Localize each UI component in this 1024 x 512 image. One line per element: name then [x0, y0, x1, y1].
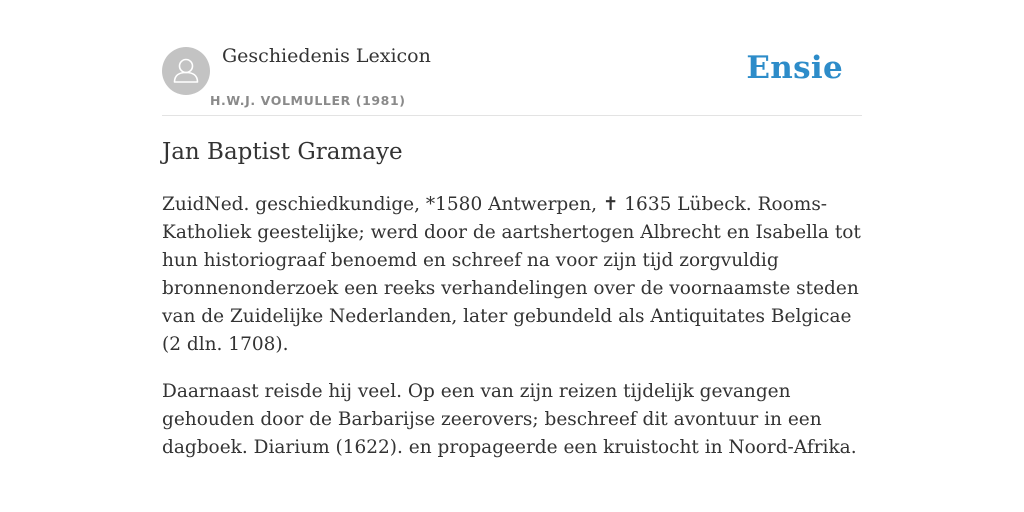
ensie-logo[interactable]: Ensie [746, 50, 843, 86]
source-title-link[interactable]: Geschiedenis Lexicon [222, 45, 431, 67]
page-title: Jan Baptist Gramaye [162, 139, 403, 165]
page-container [162, 0, 862, 458]
source-header [162, 0, 862, 116]
article-paragraph: ZuidNed. geschiedkundige, *1580 Antwerpen, ✝ 1635 Lübeck. Rooms-Katholiek geestelijke; werd door de aartshertogen Albrecht en Isabella tot hun historiograaf benoemd en schreef na voor zijn tijd zorgvuldig bronnenonderzoek een reeks verhandelingen over de voornaamste steden van de Zuidelijke Nederlanden, later gebundeld als Antiquitates Belgicae (2 dln. 1708). [162, 194, 861, 355]
article-paragraph: Daarnaast reisde hij veel. Op een van zijn reizen tijdelijk gevangen gehouden door de Barbarijse zeerovers; beschreef dit avontuur in een dagboek. Diarium (1622). en propageerde een kruistocht in Noord-Afrika. [162, 381, 857, 458]
avatar[interactable] [162, 47, 210, 95]
source-author: H.W.J. VOLMULLER (1981) [210, 93, 406, 108]
user-icon [162, 47, 210, 95]
article-body [162, 191, 868, 481]
